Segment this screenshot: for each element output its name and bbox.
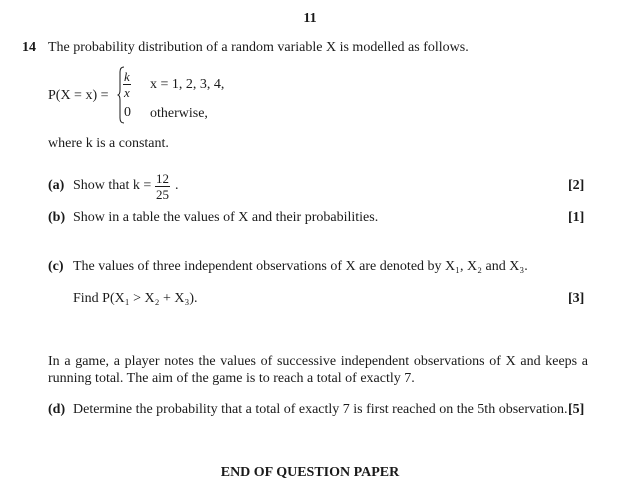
part-a-label: (a) xyxy=(48,178,65,193)
part-a-fraction xyxy=(155,172,170,201)
part-c-text: The values of three independent observations of X are denoted by X₁, X₂ and X₃. xyxy=(73,259,528,274)
part-b-label: (b) xyxy=(48,210,66,225)
part-a-text: Show that k = xyxy=(73,178,152,193)
question-intro: The probability distribution of a random variable X is modelled as follows. xyxy=(48,40,469,55)
part-a-terminator: . xyxy=(175,178,179,193)
part-a-marks: [2] xyxy=(568,178,585,193)
game-description: In a game, a player notes the values of successive independent observations of X and keeps a running total. The aim of the game is to reach a total of exactly 7. xyxy=(48,354,588,386)
pmf-denominator: x xyxy=(124,85,130,100)
part-c-find: Find P(X₁ > X₂ + X₃). xyxy=(73,291,198,306)
part-c-marks: [3] xyxy=(568,291,585,306)
part-d-label: (d) xyxy=(48,402,66,417)
pmf-case2-condition: otherwise, xyxy=(150,106,208,121)
part-a-numerator: 12 xyxy=(156,171,169,186)
pmf-lhs: P(X = x) = xyxy=(48,88,109,103)
part-b-text: Show in a table the values of X and their probabilities. xyxy=(73,210,379,225)
pmf-fraction xyxy=(123,70,131,99)
part-a-denominator: 25 xyxy=(156,187,169,202)
question-number: 14 xyxy=(22,40,36,55)
part-d-text: Determine the probability that a total of exactly 7 is first reached on the 5th observation. xyxy=(73,402,568,417)
end-of-paper: END OF QUESTION PAPER xyxy=(220,465,400,480)
part-d-marks: [5] xyxy=(568,402,585,417)
pmf-numerator: k xyxy=(124,69,130,84)
page-number: 11 xyxy=(303,11,317,26)
where-line: where k is a constant. xyxy=(48,136,169,151)
pmf-case2-value: 0 xyxy=(124,105,131,120)
pmf-case1-condition: x = 1, 2, 3, 4, xyxy=(150,77,225,92)
part-b-marks: [1] xyxy=(568,210,585,225)
part-c-label: (c) xyxy=(48,259,64,274)
